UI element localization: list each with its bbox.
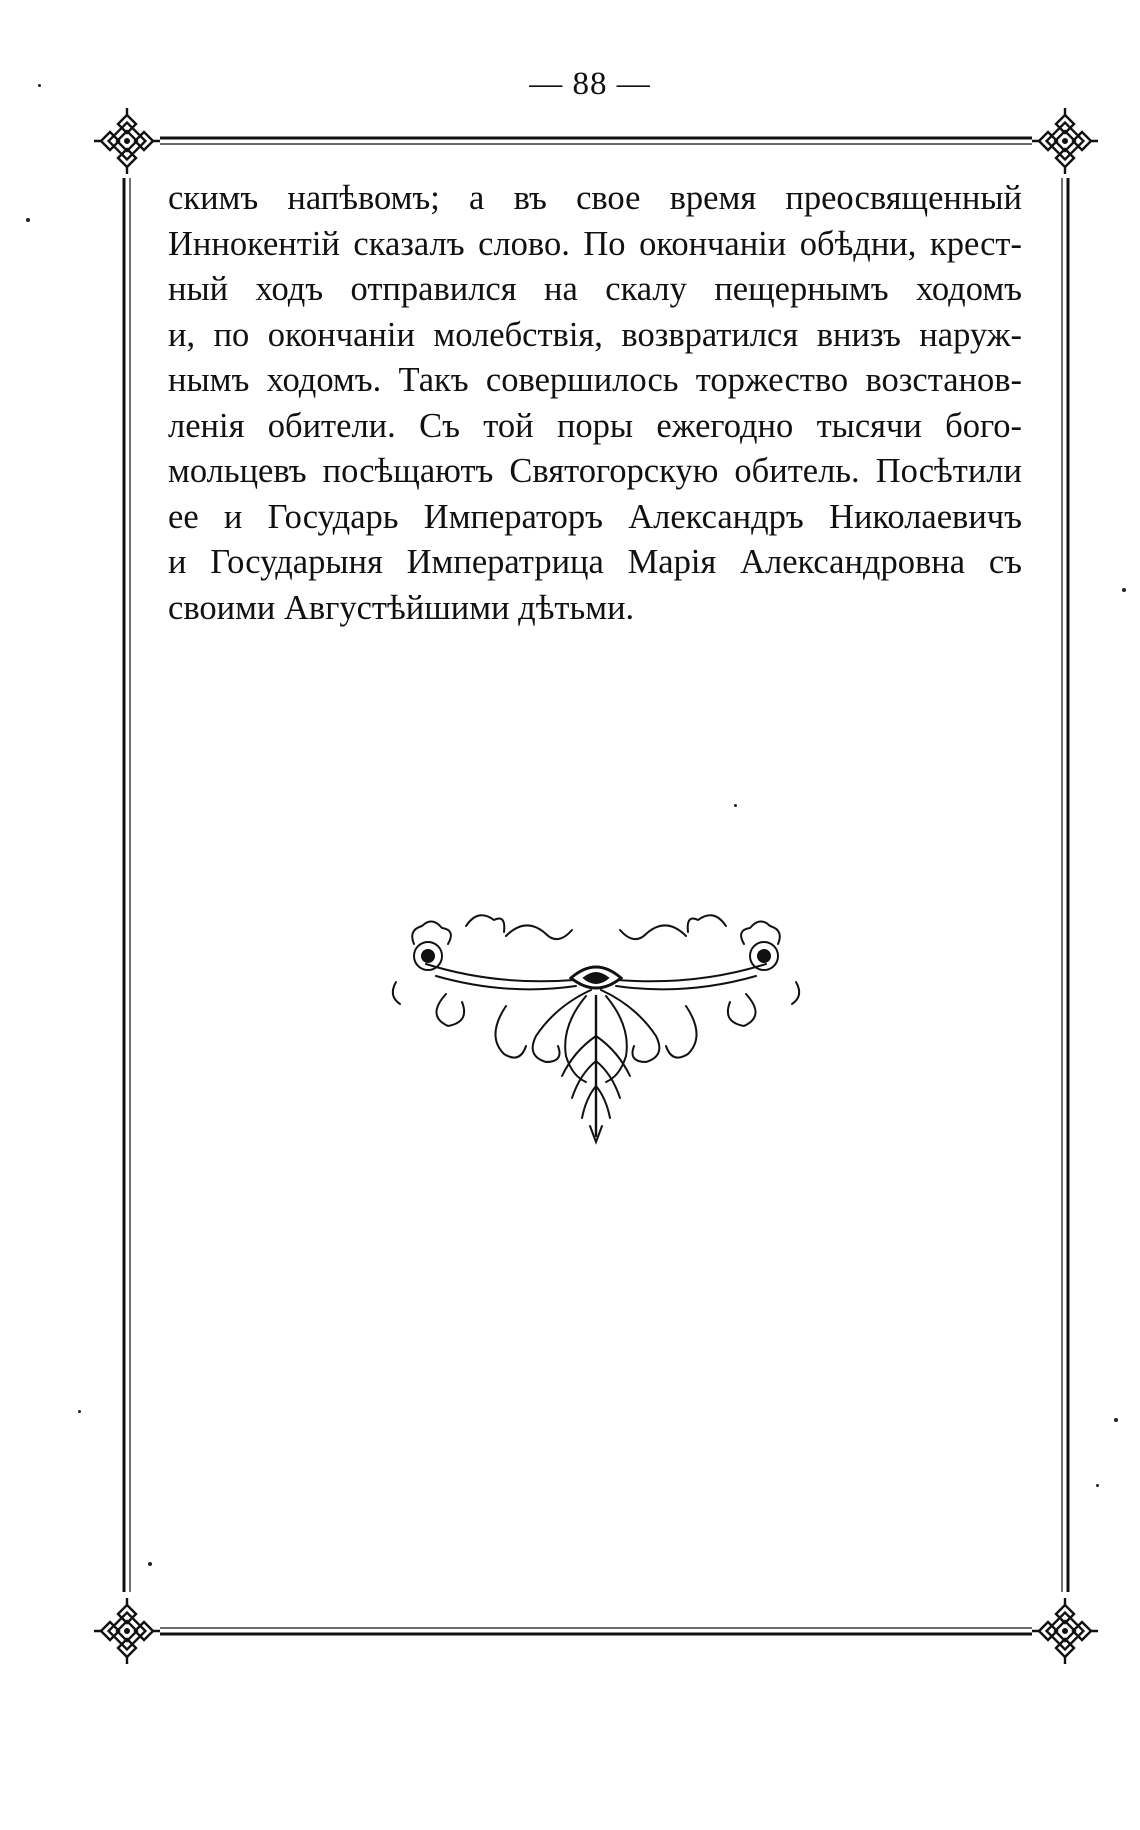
print-speck [1114, 1418, 1118, 1422]
text-line: Иннокентій сказалъ слово. По окончаніи обѣдни, крест- [168, 224, 1022, 263]
print-speck [1096, 1484, 1099, 1487]
text-line: и, по окончаніи молебствія, возвратился внизъ наруж- [168, 315, 1022, 354]
text-line: скимъ напѣвомъ; а въ свое время преосвященный [168, 179, 1022, 217]
corner-knot-bottom-right-icon [1032, 1598, 1098, 1664]
floral-scroll-vignette-icon [386, 886, 806, 1146]
print-speck [1122, 588, 1126, 592]
paragraph [168, 176, 1022, 631]
page-number: — 88 — [529, 66, 651, 102]
text-line: и Государыня Императрица Марія Александровна съ [168, 543, 1022, 581]
text-line: ленія обители. Съ той поры ежегодно тысячи бого- [168, 406, 1022, 445]
print-speck [148, 1562, 152, 1566]
corner-knot-top-right-icon [1032, 108, 1098, 174]
text-line: мольцевъ посѣщаютъ Святогорскую обитель. Посѣтили [168, 452, 1022, 490]
corner-knot-bottom-left-icon [94, 1598, 160, 1664]
text-line: ее и Государь Императоръ Александръ Николаевичъ [168, 497, 1022, 536]
print-speck [78, 1410, 81, 1413]
text-line: ный ходъ отправился на скалу пещернымъ ходомъ [168, 270, 1022, 308]
text-line: своими Августѣйшими дѣтьми. [168, 588, 635, 627]
text-line: нымъ ходомъ. Такъ совершилось торжество возстанов- [168, 361, 1022, 399]
print-speck [734, 804, 737, 807]
print-speck [38, 84, 41, 87]
print-speck [26, 218, 30, 222]
corner-knot-top-left-icon [94, 108, 160, 174]
